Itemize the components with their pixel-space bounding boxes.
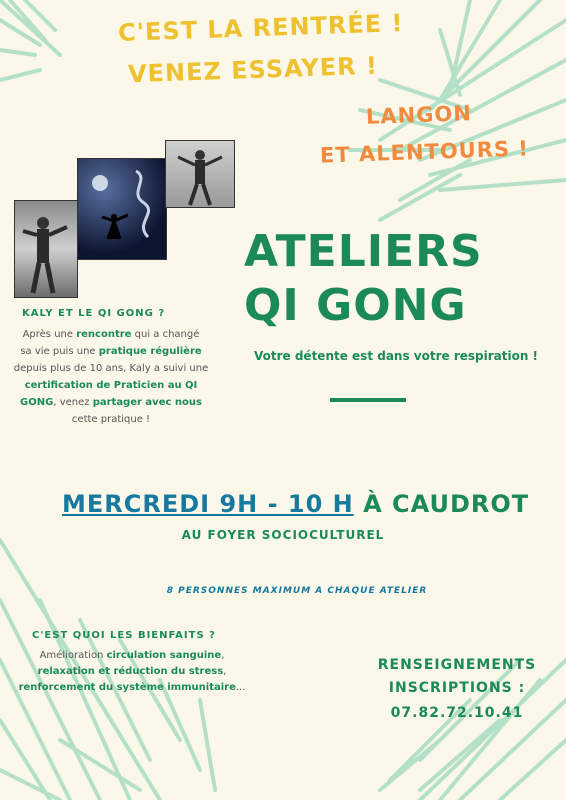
header-line-venez: VENEZ ESSAYER ! [127,51,379,89]
header-line-langon: LANGON [365,101,473,129]
photo-man-pose [165,140,235,208]
contact-line-inscriptions: INSCRIPTIONS : [388,680,526,696]
contact-line-renseignements: RENSEIGNEMENTS [377,657,537,673]
schedule-line [62,490,529,518]
header-line-alentours: ET ALENTOURS ! [319,136,530,168]
kaly-heading: KALY ET LE QI GONG ? [22,308,166,319]
header-line-rentree: C'EST LA RENTRÉE ! [117,9,404,47]
capacity-note: 8 PERSONNES MAXIMUM A CHAQUE ATELIER [166,586,428,596]
kaly-paragraph: Après une rencontre qui a changé sa vie puis une pratique régulière depuis plus de 10 ans, Kaly a suivi une certification de Praticien au QI GONG, venez partager avec nous cette pratique ! [13,329,209,425]
title-ateliers: ATELIERS [244,226,483,277]
benefits-heading: C'EST QUOI LES BIENFAITS ? [32,630,216,641]
photo-night-dragon [77,158,167,260]
photo-man-standing [14,200,78,298]
title-qi-gong: QI GONG [244,280,467,331]
benefits-paragraph: Amélioration circulation sanguine, relaxation et réduction du stress, renforcement du système immunitaire... [18,650,246,693]
title-divider [330,398,406,402]
schedule-day-time: MERCREDI 9H - 10 H [62,490,354,518]
venue: AU FOYER SOCIOCULTUREL [181,528,385,542]
schedule-place: À CAUDROT [353,490,530,518]
contact-block [372,654,542,725]
contact-phone: 07.82.72.10.41 [390,705,524,721]
tagline: Votre détente est dans votre respiration ! [254,349,539,363]
